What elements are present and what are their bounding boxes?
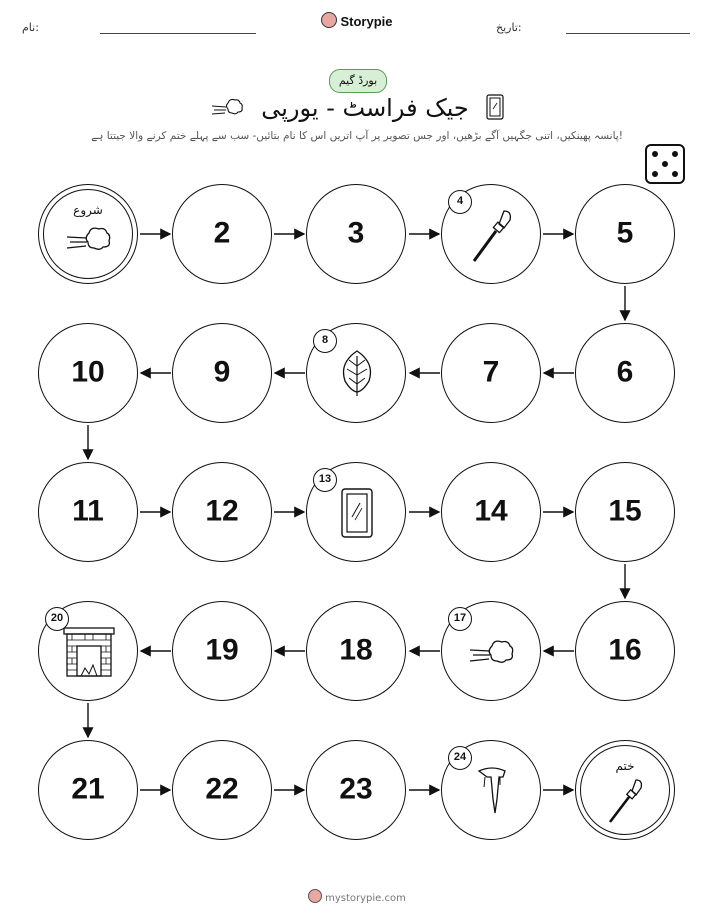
- storypie-logo-icon: [308, 889, 322, 903]
- board-cell[interactable]: 2: [172, 184, 272, 284]
- board-cell[interactable]: 16: [575, 601, 675, 701]
- cell-number-badge: 24: [448, 746, 472, 770]
- mirror-icon: [340, 487, 374, 539]
- board-cell[interactable]: 11: [38, 462, 138, 562]
- wind-gust-icon: [468, 636, 516, 668]
- board-cell[interactable]: 22: [172, 740, 272, 840]
- board-cell[interactable]: 23: [306, 740, 406, 840]
- board-cell[interactable]: 6: [575, 323, 675, 423]
- board-cell[interactable]: 7: [441, 323, 541, 423]
- paintbrush-icon: [606, 777, 646, 825]
- start-label: شروع: [73, 203, 103, 217]
- cell-number-badge: 20: [45, 607, 69, 631]
- wind-gust-icon: [65, 223, 113, 255]
- footer-url[interactable]: mystorypie.com: [325, 893, 406, 904]
- name-label: نام:: [22, 21, 39, 34]
- category-tag: بورڈ گیم: [329, 69, 387, 93]
- board-cell[interactable]: 21: [38, 740, 138, 840]
- board-cell[interactable]: 15: [575, 462, 675, 562]
- title-text: جیک فراسٹ - یورپی: [261, 94, 469, 122]
- footer: [0, 889, 714, 904]
- icicle-icon: [476, 765, 508, 821]
- date-label: تاریخ:: [496, 21, 522, 34]
- board-cell[interactable]: 10: [38, 323, 138, 423]
- board-cell[interactable]: 19: [172, 601, 272, 701]
- paintbrush-icon: [470, 207, 516, 265]
- cell-number-badge: 8: [313, 329, 337, 353]
- cell-number-badge: 4: [448, 190, 472, 214]
- finish-cell[interactable]: [575, 740, 675, 840]
- cell-number-badge: 17: [448, 607, 472, 631]
- start-cell[interactable]: [38, 184, 138, 284]
- leaf-icon: [337, 348, 377, 398]
- board-cell[interactable]: 12: [172, 462, 272, 562]
- board-cell[interactable]: 14: [441, 462, 541, 562]
- board-cell[interactable]: 18: [306, 601, 406, 701]
- finish-label: ختم: [615, 759, 635, 773]
- board-cell[interactable]: 9: [172, 323, 272, 423]
- board-cell[interactable]: 3: [306, 184, 406, 284]
- instructions: پانسہ پھینکیں، اتنی جگہیں آگے بڑھیں، اور جس تصویر پر آپ اتریں اس کا نام بتائیں- سب سے پہلے ختم کرنے والا جیتتا ہے!: [91, 130, 623, 142]
- fireplace-icon: [61, 624, 117, 680]
- brand-name: Storypie: [340, 14, 393, 29]
- board-cell[interactable]: 5: [575, 184, 675, 284]
- cell-number-badge: 13: [313, 468, 337, 492]
